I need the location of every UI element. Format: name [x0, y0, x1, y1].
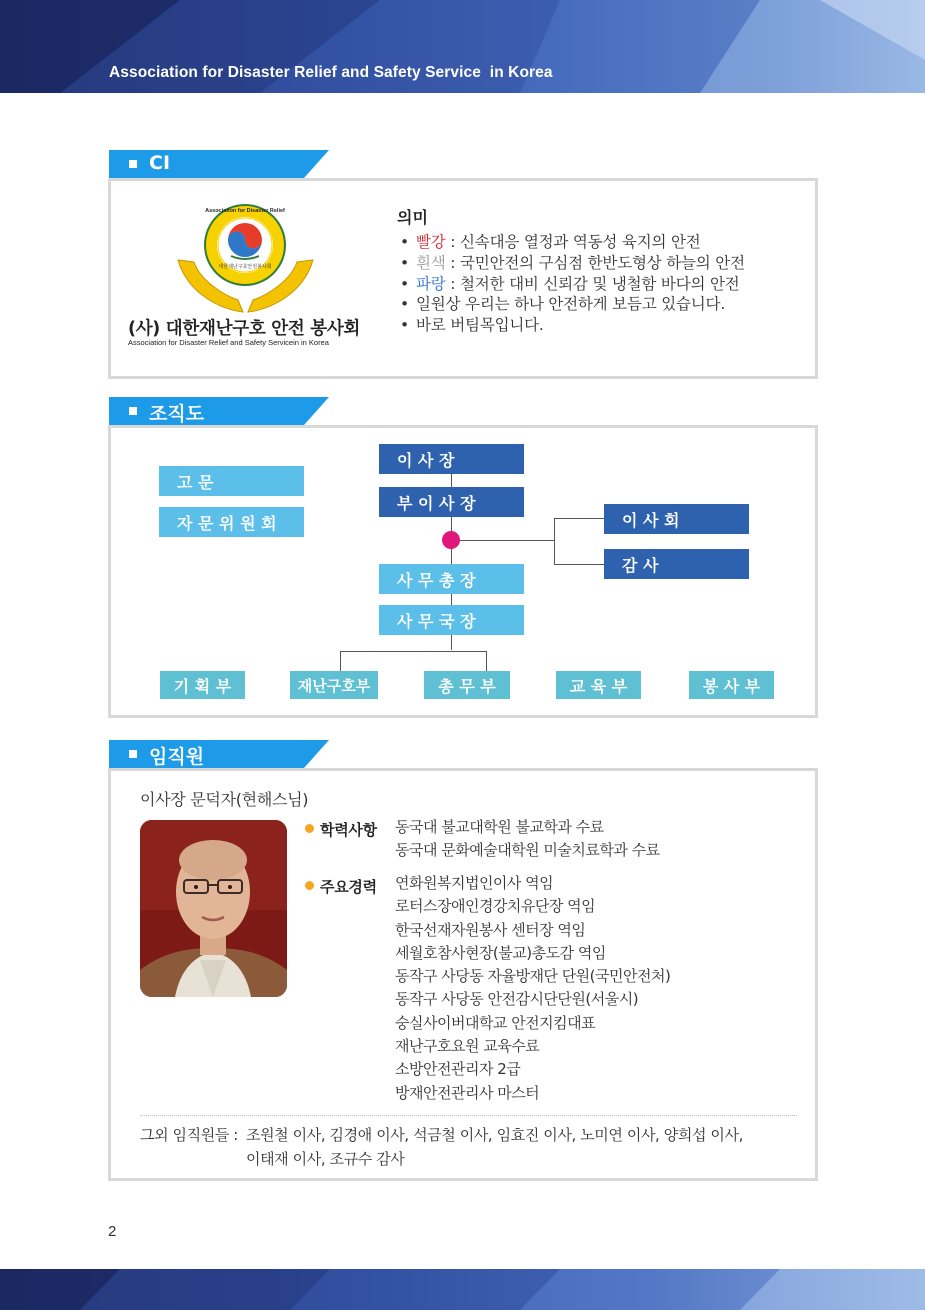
org-chairman: 이 사 장	[379, 444, 524, 474]
education-item: 동국대 불교대학원 불교학과 수료	[395, 818, 604, 836]
meaning-list	[400, 232, 745, 336]
org-dept-general-affairs: 총 무 부	[424, 671, 510, 699]
chairman-name: 이사장 문덕자(현해스님)	[140, 790, 309, 809]
org-dept-volunteer: 봉 사 부	[689, 671, 774, 699]
career-item: 방재안전관리사 마스터	[395, 1083, 540, 1102]
logo-title: (사) 대한재난구호 안전 봉사회	[128, 319, 361, 339]
page-number: 2	[108, 1223, 117, 1240]
section-title: 임직원	[149, 746, 205, 768]
section-title: 조직도	[149, 403, 205, 425]
connector-line	[554, 518, 555, 564]
meaning-text: : 국민안전의 구심점 한반도형상 하늘의 안전	[445, 253, 745, 272]
page-footer	[0, 1269, 925, 1310]
career-item: 연화원복지법인이사 역임	[395, 874, 554, 892]
org-auditor: 감 사	[604, 549, 749, 579]
svg-text:Association for Disaster Relie: Association for Disaster Relief	[205, 208, 285, 214]
education-item: 동국대 문화예술대학원 미술치료학과 수료	[395, 841, 660, 860]
connector-line	[451, 540, 555, 541]
page-header	[0, 0, 925, 93]
education-list	[395, 816, 660, 863]
footer-pattern	[0, 1269, 925, 1310]
heading-bullet	[129, 750, 137, 758]
connector-line	[554, 518, 604, 519]
org-director-general: 사 무 국 장	[379, 605, 524, 635]
meaning-item: • 일원상 우리는 하나 안전하게 보듬고 있습니다.	[400, 295, 726, 314]
other-staff-line: 이태재 이사, 조규수 감사	[246, 1150, 405, 1168]
keyword-white: 흰색	[416, 253, 446, 272]
career-item: 숭실사이버대학교 안전지킴대표	[395, 1013, 596, 1032]
org-vice-chairman: 부 이 사 장	[379, 487, 524, 517]
keyword-red: 빨강	[416, 233, 446, 251]
section-heading-ci	[109, 150, 329, 178]
divider	[140, 1115, 797, 1116]
career-list	[395, 872, 670, 1105]
svg-text:대한재난구호안전봉사회: 대한재난구호안전봉사회	[218, 264, 272, 270]
org-advisory-committee: 자 문 위 원 회	[159, 507, 304, 537]
career-item: 재난구호요원 교육수료	[395, 1037, 540, 1056]
org-secretary-general: 사 무 총 장	[379, 564, 524, 594]
section-heading-org	[109, 397, 329, 425]
career-item: 세월호참사현장(불교)총도감 역임	[395, 943, 606, 962]
connector-line	[340, 651, 487, 652]
org-dept-planning: 기 획 부	[160, 671, 245, 699]
other-staff-line: 조원철 이사, 김경애 이사, 석금철 이사, 임효진 이사, 노미연 이사, 양희섭 이사,	[246, 1126, 743, 1144]
orange-bullet-icon	[305, 824, 314, 833]
org-advisor: 고 문	[159, 466, 304, 496]
connector-line	[486, 651, 487, 671]
org-dept-disaster-relief: 재난구호부	[290, 671, 378, 699]
section-title: CI	[149, 152, 171, 174]
meaning-title: 의미	[397, 208, 428, 227]
junction-dot	[442, 531, 460, 549]
org-board: 이 사 회	[604, 504, 749, 534]
keyword-blue: 파랑	[416, 274, 446, 293]
career-item: 로터스장애인경강치유단장 역임	[395, 897, 596, 916]
connector-line	[554, 564, 604, 565]
career-item: 한국선재자원봉사 센터장 역임	[395, 920, 586, 939]
heading-bullet	[129, 160, 137, 168]
meaning-text: : 신속대응 열정과 역동성 육지의 안전	[445, 233, 701, 251]
connector-line	[340, 651, 341, 671]
heading-bullet	[129, 407, 137, 415]
education-label: 학력사항	[305, 819, 377, 840]
meaning-text: : 철저한 대비 신뢰감 및 냉철함 바다의 안전	[445, 274, 740, 293]
meaning-item: • 바로 버팀목입니다.	[400, 316, 544, 335]
meaning-item: • 파랑 : 철저한 대비 신뢰감 및 냉철함 바다의 안전	[400, 274, 740, 293]
career-label: 주요경력	[305, 876, 377, 897]
logo-emblem-icon	[128, 200, 368, 315]
career-item: 동작구 사당동 안전감시단단원(서울시)	[395, 990, 639, 1009]
org-dept-education: 교 육 부	[556, 671, 641, 699]
career-item: 소방안전관리자 2급	[395, 1060, 521, 1079]
meaning-item: • 빨강 : 신속대응 열정과 역동성 육지의 안전	[400, 233, 701, 251]
logo-subtitle: Association for Disaster Relief and Safety Servicein in Korea	[128, 338, 329, 347]
meaning-text: 일원상 우리는 하나 안전하게 보듬고 있습니다.	[416, 295, 726, 314]
meaning-text: 바로 버팀목입니다.	[416, 316, 544, 335]
organization-logo	[128, 200, 368, 350]
header-title: Association for Disaster Relief and Safety Service in Korea	[109, 64, 553, 81]
other-staff-label: 그외 임직원들 :	[140, 1126, 238, 1144]
career-item: 동작구 사당동 자율방재단 단원(국민안전처)	[395, 967, 671, 986]
orange-bullet-icon	[305, 881, 314, 890]
meaning-item: • 흰색 : 국민안전의 구심점 한반도형상 하늘의 안전	[400, 253, 745, 272]
chairman-photo	[140, 820, 287, 997]
section-heading-staff	[109, 740, 329, 768]
